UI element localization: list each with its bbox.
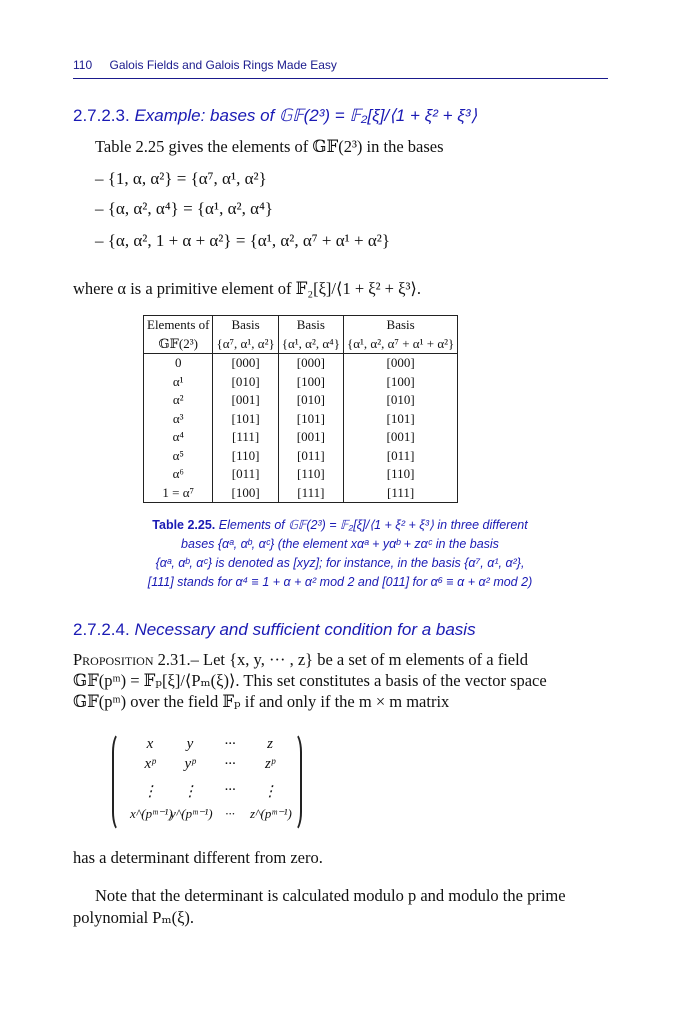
determinant-matrix xyxy=(112,732,302,828)
table-cell: [000] xyxy=(343,354,457,373)
table-row xyxy=(144,373,458,392)
table-header-row xyxy=(144,335,458,354)
table-cell: [100] xyxy=(213,484,278,503)
table-cell: α¹ xyxy=(144,373,213,392)
note-line: polynomial Pₘ(ξ). xyxy=(73,908,195,927)
header-rule xyxy=(73,78,608,79)
table-cell: [010] xyxy=(278,391,343,410)
table-cell: [001] xyxy=(213,391,278,410)
table-cell: [100] xyxy=(278,373,343,392)
table-cell: [001] xyxy=(278,428,343,447)
running-title: Galois Fields and Galois Rings Made Easy xyxy=(109,58,337,72)
table-header: {α⁷, α¹, α²} xyxy=(213,335,278,354)
table-cell: [111] xyxy=(343,484,457,503)
matrix-row xyxy=(130,806,290,822)
matrix-cell: x xyxy=(146,736,154,752)
table-cell: [101] xyxy=(343,410,457,429)
caption-line: Elements of 𝔾𝔽(2³) = 𝔽₂[ξ]/⟨1 + ξ² + ξ³⟩ in three different xyxy=(218,518,528,532)
proposition-label: Proposition xyxy=(73,650,154,669)
table-cell: α⁴ xyxy=(144,428,213,447)
table-cell: [010] xyxy=(213,373,278,392)
table-row xyxy=(144,465,458,484)
table-header: Basis xyxy=(213,316,278,335)
table-header: Basis xyxy=(278,316,343,335)
table-row xyxy=(144,484,458,503)
matrix-cell: z^(pᵐ⁻¹) xyxy=(250,806,292,821)
matrix-cell: x^(pᵐ⁻¹) xyxy=(130,806,173,821)
matrix-cell: ⋮ xyxy=(262,784,278,800)
matrix-cell: ··· xyxy=(224,782,236,798)
matrix-cell: ⋮ xyxy=(182,784,198,800)
matrix-row xyxy=(130,782,290,801)
table-cell: [110] xyxy=(213,447,278,466)
matrix-cell: xᵖ xyxy=(144,756,156,772)
caption-line: bases {αᵃ, αᵇ, αᶜ} (the element xαᵃ + yαᵇ + zαᶜ in the basis xyxy=(181,537,499,551)
matrix-cell: ··· xyxy=(224,736,236,752)
table-cell: [100] xyxy=(343,373,457,392)
table-header: Basis xyxy=(343,316,457,335)
matrix-cell: zᵖ xyxy=(264,756,276,772)
proposition-line xyxy=(73,650,608,670)
basis-item: – {1, α, α²} = {α⁷, α¹, α²} xyxy=(95,169,267,188)
table-caption xyxy=(105,516,575,592)
intro-paragraph: Table 2.25 gives the elements of 𝔾𝔽(2³) in the bases xyxy=(95,137,444,156)
basis-item: – {α, α², 1 + α + α²} = {α¹, α², α⁷ + α¹ + α²} xyxy=(95,231,390,250)
section-heading-condition xyxy=(73,620,476,640)
table-cell: [000] xyxy=(278,354,343,373)
matrix-cell: ⋮ xyxy=(142,784,158,800)
matrix-cell: z xyxy=(267,736,273,752)
proposition-number: 2.31.– xyxy=(157,650,199,669)
matrix-cell: ··· xyxy=(224,756,236,772)
section-number: 2.7.2.3. xyxy=(73,106,130,125)
section-title: Example: bases of 𝔾𝔽(2³) = 𝔽₂[ξ]/⟨1 + ξ² + ξ³⟩ xyxy=(134,106,478,125)
matrix-cell: yᵖ xyxy=(184,756,196,772)
running-header xyxy=(73,58,337,72)
section-title: Necessary and sufficient condition for a basis xyxy=(134,620,476,639)
proposition-text: Let {x, y, ··· , z} be a set of m elements of a field xyxy=(203,650,528,669)
matrix-row xyxy=(130,756,290,773)
section-heading-example xyxy=(73,106,477,126)
table-row xyxy=(144,428,458,447)
determinant-condition: has a determinant different from zero. xyxy=(73,848,323,867)
table-cell: α² xyxy=(144,391,213,410)
table-header: {α¹, α², α⁴} xyxy=(278,335,343,354)
table-cell: [111] xyxy=(278,484,343,503)
table-cell: [101] xyxy=(213,410,278,429)
table-cell: [010] xyxy=(343,391,457,410)
table-cell: [110] xyxy=(278,465,343,484)
caption-line: {αᵃ, αᵇ, αᶜ} is denoted as [xyz]; for instance, in the basis {α⁷, α¹, α²}, xyxy=(155,556,525,570)
table-cell: [101] xyxy=(278,410,343,429)
table-cell: [110] xyxy=(343,465,457,484)
table-header-row xyxy=(144,316,458,335)
table-header: 𝔾𝔽(2³) xyxy=(144,335,213,354)
table-cell: α⁶ xyxy=(144,465,213,484)
matrix-cell: y^(pᵐ⁻¹) xyxy=(170,806,213,821)
basis-item: – {α, α², α⁴} = {α¹, α², α⁴} xyxy=(95,199,274,218)
elements-table xyxy=(143,315,458,503)
section-number: 2.7.2.4. xyxy=(73,620,130,639)
matrix-cell: y xyxy=(186,736,194,752)
matrix-row xyxy=(130,736,290,753)
table-row xyxy=(144,354,458,373)
table-cell: [011] xyxy=(343,447,457,466)
caption-label: Table 2.25. xyxy=(152,518,216,532)
table-row xyxy=(144,447,458,466)
proposition-line: 𝔾𝔽(pᵐ) = 𝔽ₚ[ξ]/⟨Pₘ(ξ)⟩. This set constitutes a basis of the vector space xyxy=(73,671,547,690)
table-cell: [111] xyxy=(213,428,278,447)
table-cell: α⁵ xyxy=(144,447,213,466)
table-cell: [011] xyxy=(278,447,343,466)
table-cell: 1 = α⁷ xyxy=(144,484,213,503)
matrix-cell: ··· xyxy=(225,806,235,821)
table-cell: [011] xyxy=(213,465,278,484)
left-parenthesis xyxy=(112,732,128,832)
page-number: 110 xyxy=(73,58,93,72)
table-cell: 0 xyxy=(144,354,213,373)
primitive-element-note: where α is a primitive element of 𝔽₂[ξ]/⟨1 + ξ² + ξ³⟩. xyxy=(73,279,421,298)
note-line: Note that the determinant is calculated modulo p and modulo the prime xyxy=(95,886,566,905)
table-row xyxy=(144,410,458,429)
table-cell: α³ xyxy=(144,410,213,429)
table-cell: [000] xyxy=(213,354,278,373)
table-header: Elements of xyxy=(144,316,213,335)
table-cell: [001] xyxy=(343,428,457,447)
table-header: {α¹, α², α⁷ + α¹ + α²} xyxy=(343,335,457,354)
caption-line: [111] stands for α⁴ ≡ 1 + α + α² mod 2 and [011] for α⁶ ≡ α + α² mod 2) xyxy=(147,575,533,589)
proposition-line: 𝔾𝔽(pᵐ) over the field 𝔽ₚ if and only if the m × m matrix xyxy=(73,692,450,711)
table-row xyxy=(144,391,458,410)
